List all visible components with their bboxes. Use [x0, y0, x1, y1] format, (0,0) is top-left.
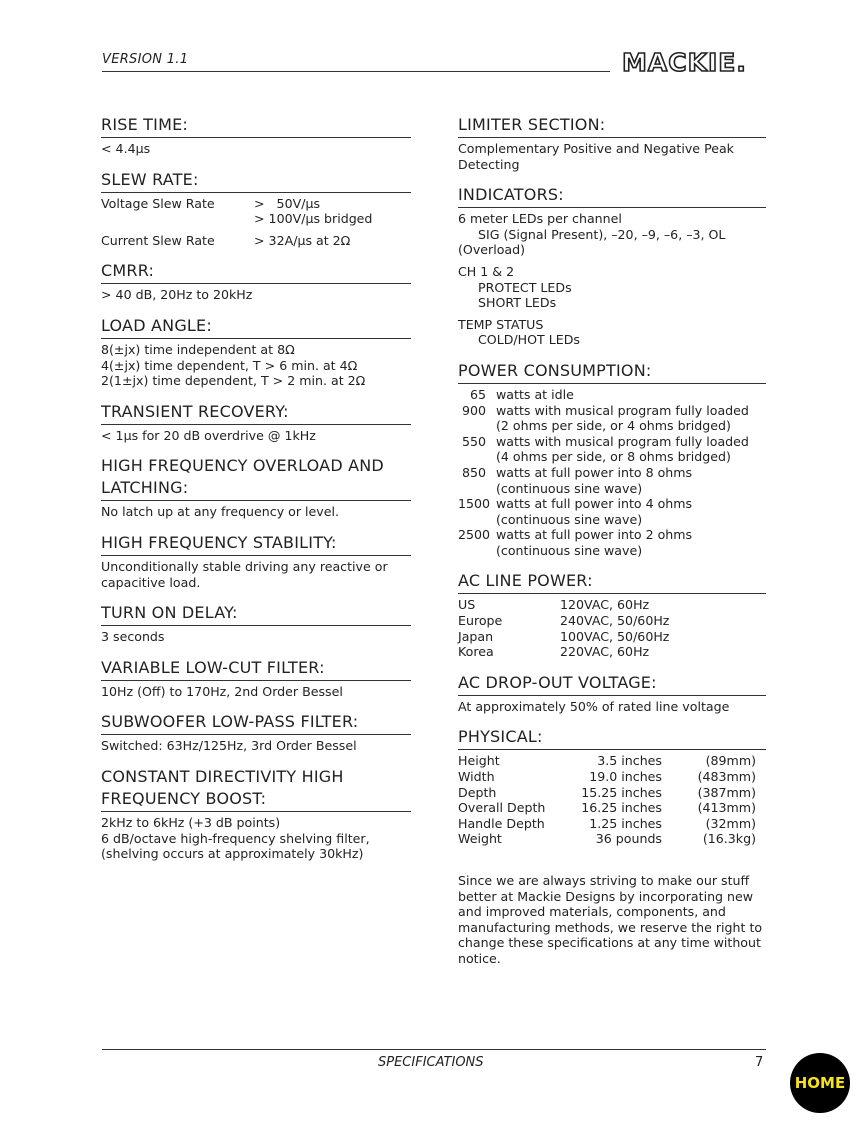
section-text: 6 dB/octave high-frequency shelving filter,	[101, 830, 370, 846]
section-heading: TURN ON DELAY:	[101, 602, 411, 626]
section-transient-recovery	[101, 401, 411, 444]
ac-row	[458, 597, 766, 613]
ac-value: 220VAC, 60Hz	[560, 644, 650, 660]
section-heading: POWER CONSUMPTION:	[458, 360, 766, 384]
voltage-slew-row-2	[101, 211, 411, 227]
physical-imperial: 1.25 inches	[589, 815, 662, 831]
power-watts: 850	[461, 464, 486, 480]
ac-row	[458, 613, 766, 629]
voltage-slew-label: Voltage Slew Rate	[101, 195, 215, 211]
section-turn-on-delay	[101, 602, 411, 645]
power-watts: 65	[469, 386, 486, 402]
physical-imperial: 16.25 inches	[581, 800, 662, 816]
section-text: 2(1±jx) time dependent, T > 2 min. at 2Ω	[101, 373, 366, 389]
section-text: (Overload)	[458, 242, 526, 258]
ac-row	[458, 644, 766, 660]
power-row	[458, 465, 766, 496]
section-text: < 4.4µs	[101, 141, 151, 156]
power-desc: watts at full power into 2 ohms	[496, 527, 693, 543]
section-heading: VARIABLE LOW-CUT FILTER:	[101, 657, 411, 681]
power-watts: 900	[461, 402, 486, 418]
section-text: SHORT LEDs	[478, 295, 557, 311]
section-text: 10Hz (Off) to 170Hz, 2nd Order Bessel	[101, 683, 343, 699]
section-text: Switched: 63Hz/125Hz, 3rd Order Bessel	[101, 738, 357, 754]
section-heading: INDICATORS:	[458, 184, 766, 208]
ac-row	[458, 629, 766, 645]
section-text: SIG (Signal Present), –20, –9, –6, –3, OL	[478, 226, 726, 242]
power-watts: 2500	[458, 527, 491, 543]
voltage-slew-value: > 50V/µs	[254, 195, 321, 211]
physical-imperial: 19.0 inches	[589, 769, 662, 785]
section-text: PROTECT LEDs	[478, 279, 572, 295]
physical-metric: (483mm)	[697, 769, 756, 785]
ac-region: US	[458, 597, 476, 613]
power-desc: watts at full power into 4 ohms	[496, 496, 693, 512]
section-ac-dropout	[458, 672, 766, 715]
section-text: No latch up at any frequency or level.	[101, 504, 339, 520]
section-heading: TRANSIENT RECOVERY:	[101, 401, 411, 425]
ac-value: 240VAC, 50/60Hz	[560, 613, 670, 629]
home-button[interactable]: HOME	[790, 1053, 850, 1113]
footer-title: SPECIFICATIONS	[378, 1055, 484, 1070]
power-desc: (2 ohms per side, or 4 ohms bridged)	[496, 418, 731, 434]
section-heading: SLEW RATE:	[101, 169, 411, 193]
section-heading: LIMITER SECTION:	[458, 114, 766, 138]
power-row	[458, 527, 766, 558]
power-desc: watts at full power into 8 ohms	[496, 464, 693, 480]
footer-rule	[102, 1049, 766, 1050]
power-desc: watts with musical program fully loaded	[496, 433, 749, 449]
right-column	[458, 114, 766, 967]
ac-value: 120VAC, 60Hz	[560, 597, 650, 613]
page-number: 7	[755, 1055, 764, 1070]
section-hf-overload	[101, 455, 411, 520]
power-row	[458, 434, 766, 465]
section-cmrr	[101, 260, 411, 303]
version-label: VERSION 1.1	[102, 52, 189, 67]
section-heading: RISE TIME:	[101, 114, 411, 138]
section-subwoofer-filter	[101, 711, 411, 754]
ac-region: Europe	[458, 613, 503, 629]
physical-label: Depth	[458, 784, 497, 800]
disclaimer-note: Since we are always striving to make our stuff better at Mackie Designs by incorporating new and improved materials, components, and manufacturing methods, we reserve the right to change these specifications at any time without notice.	[458, 873, 763, 966]
section-text: Complementary Positive and Negative Peak Detecting	[458, 141, 734, 172]
power-desc: (continuous sine wave)	[496, 542, 643, 558]
ac-value: 100VAC, 50/60Hz	[560, 628, 670, 644]
physical-metric: (387mm)	[697, 784, 756, 800]
voltage-slew-bridged: > 100V/µs bridged	[254, 211, 373, 227]
section-text: 3 seconds	[101, 629, 165, 645]
section-heading: LOAD ANGLE:	[101, 315, 411, 339]
left-column	[101, 114, 411, 874]
section-text: (shelving occurs at approximately 30kHz)	[101, 846, 364, 862]
physical-label: Width	[458, 769, 495, 785]
section-rise-time	[101, 114, 411, 157]
section-text: CH 1 & 2	[458, 263, 515, 279]
section-text: < 1µs for 20 dB overdrive @ 1kHz	[101, 427, 316, 443]
section-ac-line-power	[458, 570, 766, 659]
section-power-consumption	[458, 360, 766, 559]
power-desc: (4 ohms per side, or 8 ohms bridged)	[496, 449, 731, 465]
physical-label: Weight	[458, 831, 502, 847]
power-row	[458, 403, 766, 434]
section-heading: AC LINE POWER:	[458, 570, 766, 594]
section-load-angle	[101, 315, 411, 389]
physical-row	[458, 800, 766, 816]
section-heading: AC DROP-OUT VOLTAGE:	[458, 672, 766, 696]
power-row	[458, 496, 766, 527]
physical-imperial: 3.5 inches	[597, 753, 662, 769]
section-text: > 40 dB, 20Hz to 20kHz	[101, 287, 253, 303]
power-watts: 1500	[458, 496, 491, 512]
physical-row	[458, 753, 766, 769]
ac-region: Korea	[458, 644, 494, 660]
current-slew-row	[101, 233, 411, 249]
section-text: 6 meter LEDs per channel	[458, 211, 622, 227]
section-physical	[458, 726, 766, 847]
section-limiter	[458, 114, 766, 172]
physical-row	[458, 785, 766, 801]
current-slew-value: > 32A/µs at 2Ω	[254, 232, 351, 248]
physical-metric: (32mm)	[705, 815, 756, 831]
section-heading: HIGH FREQUENCY STABILITY:	[101, 532, 411, 556]
physical-metric: (16.3kg)	[702, 831, 756, 847]
section-heading: CONSTANT DIRECTIVITY HIGH FREQUENCY BOOST:	[101, 766, 411, 812]
section-heading: PHYSICAL:	[458, 726, 766, 750]
section-heading: SUBWOOFER LOW-PASS FILTER:	[101, 711, 411, 735]
physical-metric: (89mm)	[705, 753, 756, 769]
ac-region: Japan	[458, 628, 494, 644]
physical-metric: (413mm)	[697, 800, 756, 816]
power-desc: watts at idle	[496, 386, 574, 402]
power-watts: 550	[461, 433, 486, 449]
section-text: At approximately 50% of rated line voltage	[458, 698, 730, 714]
section-indicators	[458, 184, 766, 348]
section-low-cut-filter	[101, 657, 411, 700]
section-hf-stability	[101, 532, 411, 590]
mackie-logo	[620, 49, 772, 75]
physical-imperial: 36 pounds	[595, 831, 662, 847]
header-rule	[102, 71, 610, 72]
current-slew-label: Current Slew Rate	[101, 232, 215, 248]
power-desc: watts with musical program fully loaded	[496, 402, 749, 418]
section-text: 2kHz to 6kHz (+3 dB points)	[101, 814, 281, 830]
section-cd-hf-boost	[101, 766, 411, 862]
power-desc: (continuous sine wave)	[496, 511, 643, 527]
section-text: 8(±jx) time independent at 8Ω	[101, 341, 295, 357]
section-text: TEMP STATUS	[458, 316, 544, 332]
physical-imperial: 15.25 inches	[581, 784, 662, 800]
section-heading: CMRR:	[101, 260, 411, 284]
physical-label: Height	[458, 753, 500, 769]
section-text: Unconditionally stable driving any reactive or capacitive load.	[101, 558, 388, 590]
physical-label: Handle Depth	[458, 815, 545, 831]
voltage-slew-row	[101, 196, 411, 212]
svg-text:MACKIE.: MACKIE.	[622, 49, 747, 75]
section-slew-rate	[101, 169, 411, 249]
section-heading: HIGH FREQUENCY OVERLOAD AND LATCHING:	[101, 455, 411, 501]
power-row	[458, 387, 766, 403]
physical-row	[458, 831, 766, 847]
physical-label: Overall Depth	[458, 800, 546, 816]
physical-row	[458, 769, 766, 785]
section-text: 4(±jx) time dependent, T > 6 min. at 4Ω	[101, 357, 358, 373]
power-desc: (continuous sine wave)	[496, 480, 643, 496]
section-text: COLD/HOT LEDs	[478, 332, 580, 348]
physical-row	[458, 816, 766, 832]
